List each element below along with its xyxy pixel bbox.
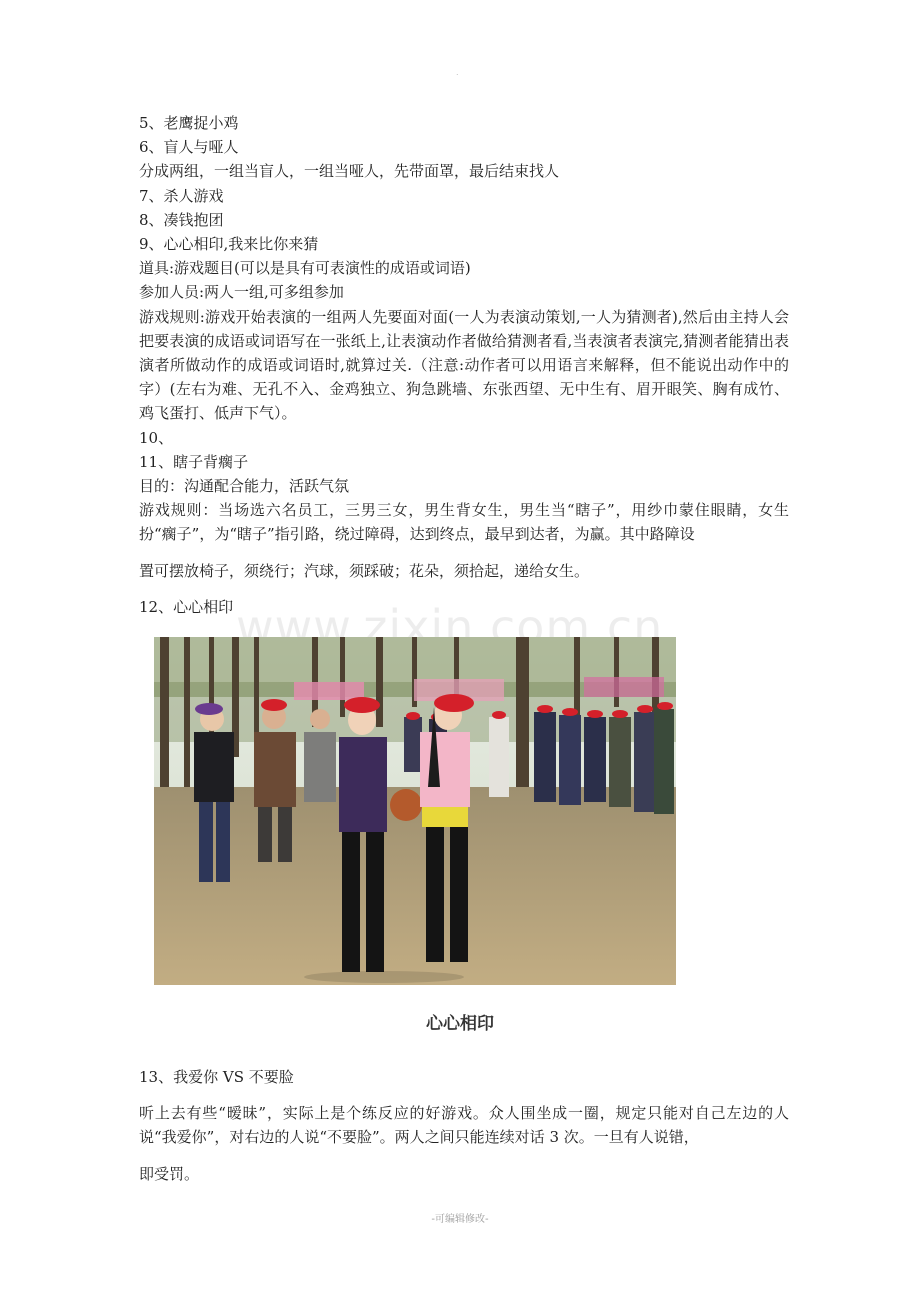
item-9: 9、心心相印,我来比你来猜 bbox=[139, 235, 319, 254]
lower-text bbox=[139, 1065, 789, 1186]
item-11-rules-cont: 置可摆放椅子，须绕行；汽球，须踩破；花朵，须拾起，递给女生。 bbox=[139, 561, 590, 580]
header-mark: . bbox=[456, 68, 459, 77]
item-13-desc: 听上去有些“暧昧”，实际上是个练反应的好游戏。众人围坐成一圈，规定只能对自己左边的人说“我爱你”，对右边的人说“不要脸”。两人之间只能连续对话 3 次。一旦有人说错， bbox=[139, 1104, 789, 1147]
item-5: 5、老鹰捉小鸡 bbox=[139, 114, 239, 132]
item-6-desc: 分成两组，一组当盲人，一组当哑人，先带面罩，最后结束找人 bbox=[139, 162, 560, 181]
item-6: 6、盲人与哑人 bbox=[139, 138, 239, 157]
item-9-people: 参加人员:两人一组,可多组参加 bbox=[139, 283, 344, 302]
item-11-goal: 目的：沟通配合能力，活跃气氛 bbox=[139, 477, 350, 496]
item-10: 10、 bbox=[139, 428, 174, 447]
item-12: 12、心心相印 bbox=[139, 597, 234, 616]
item-9-props: 道具:游戏题目(可以是具有可表演性的成语或词语) bbox=[139, 259, 471, 278]
item-8: 8、凑钱抱团 bbox=[139, 210, 224, 229]
page-footer: -可编辑修改- bbox=[431, 1214, 489, 1225]
watermark: www.zixin.com.cn bbox=[236, 600, 664, 654]
photo-caption: 心心相印 bbox=[426, 1014, 494, 1034]
item-11-rules: 游戏规则：当场选六名员工，三男三女，男生背女生，男生当“瞎子”，用纱巾蒙住眼睛，女生扮“瘸子”，为“瞎子”指引路，绕过障碍，达到终点，最早到达者，为赢。其中路障设 bbox=[139, 501, 789, 544]
main-text bbox=[139, 111, 789, 619]
item-7: 7、杀人游戏 bbox=[139, 186, 224, 205]
game-photo bbox=[154, 637, 676, 985]
item-9-rules: 游戏规则:游戏开始表演的一组两人先要面对面(一人为表演动策划,一人为猜测者),然后由主持人会把要表演的成语或词语写在一张纸上,让表演动作者做给猜测者看,当表演者表演完,猜测者能猜出表演者所做动作的成语或词语时,就算过关.（注意:动作者可以用语言来解释，但不能说出动作中的字）(左右为难、无孔不入、金鸡独立、狗急跳墙、东张西望、无中生有、眉开眼笑、胸有成竹、鸡飞蛋打、低声下气）。 bbox=[139, 307, 789, 423]
item-11: 11、瞎子背瘸子 bbox=[139, 452, 249, 471]
item-13: 13、我爱你 VS 不要脸 bbox=[139, 1068, 294, 1086]
item-13-desc-cont: 即受罚。 bbox=[139, 1164, 200, 1183]
